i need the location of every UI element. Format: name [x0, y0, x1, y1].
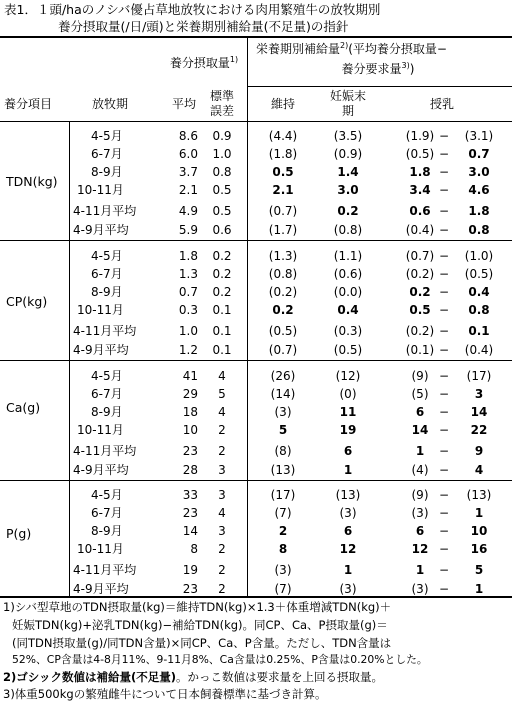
row-mean: 10 [182, 423, 198, 437]
row-mean: 33 [182, 488, 198, 502]
row-lactation-high: (1.0) [464, 249, 494, 263]
row-lactation-dash: − [438, 563, 450, 577]
row-se: 4 [218, 369, 226, 383]
row-mean: 23 [182, 582, 198, 596]
row-lactation-dash: − [438, 147, 450, 161]
header-se-line1: 標準 [209, 89, 235, 103]
row-lactation-low: (0.5) [405, 147, 435, 161]
header-item: 養分項目 [4, 97, 53, 111]
row-maintenance: 5 [278, 423, 288, 437]
row-lactation-low: (5) [411, 387, 429, 401]
table-title-line1: 表1．１頭/haのノシバ優占草地放牧における肉用繁殖牛の放牧期別 [4, 2, 381, 17]
row-lactation-low: (3) [411, 582, 429, 596]
row-mean: 3.7 [178, 165, 198, 179]
row-lactation-low: 0.5 [409, 303, 431, 317]
row-lactation-dash: − [438, 488, 450, 502]
row-se: 0.6 [212, 223, 232, 237]
footnote-3: 3)体重500kgの繁殖雌牛について日本飼養標準に基づき計算。 [3, 687, 327, 701]
row-maintenance: 0.2 [272, 303, 294, 317]
row-mean: 29 [182, 387, 198, 401]
row-se: 1.0 [212, 147, 232, 161]
row-mean: 23 [182, 444, 198, 458]
footnote-1-line2: 妊娠TDN(kg)+泌乳TDN(kg)−補給TDN(kg)。同CP、Ca、P摂取量(g)＝ [12, 618, 388, 632]
row-pregnancy: (3) [339, 582, 357, 596]
row-mean: 8 [190, 542, 198, 556]
row-se: 2 [218, 563, 226, 577]
row-se: 4 [218, 506, 226, 520]
row-maintenance: (0.7) [268, 343, 298, 357]
row-pregnancy: 6 [343, 444, 353, 458]
row-lactation-high: 14 [470, 405, 488, 419]
row-lactation-high: 10 [470, 524, 488, 538]
row-lactation-high: 4.6 [468, 183, 490, 197]
row-lactation-dash: − [438, 285, 450, 299]
row-lactation-low: 6 [415, 524, 425, 538]
row-lactation-high: (13) [466, 488, 492, 502]
row-lactation-low: (1.9) [405, 129, 435, 143]
row-mean: 0.3 [178, 303, 198, 317]
row-se: 2 [218, 423, 226, 437]
row-mean: 5.9 [178, 223, 198, 237]
row-period: 10-11月 [77, 183, 124, 197]
row-pregnancy: 1.4 [337, 165, 359, 179]
row-se: 2 [218, 582, 226, 596]
row-lactation-high: 1 [474, 582, 484, 596]
row-mean: 19 [182, 563, 198, 577]
row-lactation-low: 0.2 [409, 285, 431, 299]
row-period: 4-9月平均 [73, 463, 129, 477]
row-se: 3 [218, 488, 226, 502]
rule-group-tdn-bottom [0, 240, 512, 241]
row-lactation-dash: − [438, 204, 450, 218]
group-item-label: P(g) [6, 526, 32, 541]
row-mean: 0.7 [178, 285, 198, 299]
row-pregnancy: 1 [343, 563, 353, 577]
row-lactation-high: 22 [470, 423, 488, 437]
row-pregnancy: (3) [339, 506, 357, 520]
header-supply-group-line1: 栄養期別補給量$^{2)}$(平均養分摂取量− [256, 41, 447, 56]
rule-group-ca-bottom [0, 480, 512, 481]
row-lactation-high: (0.5) [464, 267, 494, 281]
row-lactation-low: 6 [415, 405, 425, 419]
row-lactation-dash: − [438, 506, 450, 520]
row-lactation-dash: − [438, 369, 450, 383]
header-intake-group: 養分摂取量$^{1)}$ [169, 55, 239, 70]
rule-table-bottom [0, 596, 512, 598]
row-lactation-low: (0.2) [405, 267, 435, 281]
row-lactation-low: (0.4) [405, 223, 435, 237]
row-period: 6-7月 [91, 147, 123, 161]
row-pregnancy: (0.9) [333, 147, 363, 161]
row-lactation-dash: − [438, 343, 450, 357]
row-maintenance: (1.8) [268, 147, 298, 161]
row-lactation-dash: − [438, 249, 450, 263]
header-supply-group-line2: 養分要求量$^{3)}$) [341, 61, 415, 76]
row-se: 0.5 [212, 204, 232, 218]
row-maintenance: (13) [270, 463, 296, 477]
row-se: 2 [218, 542, 226, 556]
row-lactation-low: (3) [411, 506, 429, 520]
row-lactation-high: 9 [474, 444, 484, 458]
row-pregnancy: (0.6) [333, 267, 363, 281]
row-lactation-dash: − [438, 165, 450, 179]
row-lactation-low: 0.6 [409, 204, 431, 218]
header-pregnancy-line2: 期 [341, 104, 355, 118]
header-lactation: 授乳 [429, 97, 455, 111]
row-lactation-dash: − [438, 223, 450, 237]
row-mean: 23 [182, 506, 198, 520]
row-mean: 4.9 [178, 204, 198, 218]
row-pregnancy: (0.0) [333, 285, 363, 299]
row-lactation-dash: − [438, 582, 450, 596]
row-se: 0.2 [212, 285, 232, 299]
row-lactation-low: 3.4 [409, 183, 431, 197]
row-lactation-low: (0.2) [405, 324, 435, 338]
row-maintenance: (0.2) [268, 285, 298, 299]
row-lactation-high: (3.1) [464, 129, 494, 143]
row-maintenance: (17) [270, 488, 296, 502]
row-maintenance: (1.7) [268, 223, 298, 237]
row-mean: 1.8 [178, 249, 198, 263]
row-mean: 28 [182, 463, 198, 477]
row-pregnancy: (13) [335, 488, 361, 502]
row-lactation-high: 5 [474, 563, 484, 577]
row-se: 0.2 [212, 267, 232, 281]
footnote-1-line4: 52%、CP含量は4-8月11%、9-11月8%、Ca含量は0.25%、P含量は0.20%とした。 [12, 653, 428, 666]
row-maintenance: (3) [274, 563, 292, 577]
row-lactation-dash: − [438, 267, 450, 281]
row-period: 4-5月 [91, 129, 123, 143]
header-period: 放牧期 [91, 97, 129, 111]
row-lactation-low: (9) [411, 369, 429, 383]
row-period: 8-9月 [91, 405, 123, 419]
row-lactation-high: 1.8 [468, 204, 490, 218]
row-se: 0.8 [212, 165, 232, 179]
row-mean: 14 [182, 524, 198, 538]
row-se: 2 [218, 444, 226, 458]
row-maintenance: (7) [274, 506, 292, 520]
row-pregnancy: (0) [339, 387, 357, 401]
row-lactation-low: 14 [411, 423, 429, 437]
row-pregnancy: (12) [335, 369, 361, 383]
row-lactation-high: 0.4 [468, 285, 490, 299]
row-se: 0.1 [212, 343, 232, 357]
row-lactation-low: (0.7) [405, 249, 435, 263]
row-maintenance: (0.8) [268, 267, 298, 281]
row-mean: 1.2 [178, 343, 198, 357]
row-lactation-low: 1 [415, 563, 425, 577]
row-period: 4-9月平均 [73, 582, 129, 596]
row-lactation-high: 0.8 [468, 223, 490, 237]
row-se: 3 [218, 463, 226, 477]
group-item-label: CP(kg) [6, 294, 48, 309]
rule-group-cp-bottom [0, 360, 512, 361]
row-pregnancy: 11 [339, 405, 357, 419]
row-maintenance: (8) [274, 444, 292, 458]
row-pregnancy: 1 [343, 463, 353, 477]
row-period: 10-11月 [77, 423, 124, 437]
row-period: 4-5月 [91, 369, 123, 383]
row-period: 6-7月 [91, 387, 123, 401]
row-lactation-low: (0.1) [405, 343, 435, 357]
row-maintenance: (14) [270, 387, 296, 401]
row-se: 5 [218, 387, 226, 401]
row-period: 6-7月 [91, 506, 123, 520]
row-se: 3 [218, 524, 226, 538]
row-period: 4-9月平均 [73, 223, 129, 237]
row-maintenance: (7) [274, 582, 292, 596]
row-lactation-high: (0.4) [464, 343, 494, 357]
row-lactation-dash: − [438, 444, 450, 458]
group-item-label: TDN(kg) [6, 174, 58, 189]
row-mean: 8.6 [178, 129, 198, 143]
row-pregnancy: (0.5) [333, 343, 363, 357]
row-se: 4 [218, 405, 226, 419]
footnote-1-line3: (同TDN摂取量(g)/同TDN含量)×同CP、Ca、P含量。ただし、TDN含量は [12, 636, 392, 650]
row-se: 0.1 [212, 303, 232, 317]
row-pregnancy: 6 [343, 524, 353, 538]
row-pregnancy: 12 [339, 542, 357, 556]
row-lactation-high: (17) [466, 369, 492, 383]
rule-top [0, 36, 512, 38]
row-period: 4-11月平均 [73, 444, 137, 458]
row-period: 6-7月 [91, 267, 123, 281]
row-maintenance: (0.7) [268, 204, 298, 218]
row-period: 8-9月 [91, 285, 123, 299]
row-lactation-dash: − [438, 423, 450, 437]
row-lactation-high: 1 [474, 506, 484, 520]
row-lactation-high: 16 [470, 542, 488, 556]
row-pregnancy: (0.3) [333, 324, 363, 338]
row-period: 4-11月平均 [73, 324, 137, 338]
row-period: 4-5月 [91, 249, 123, 263]
footnote-2 [3, 672, 383, 684]
row-lactation-dash: − [438, 463, 450, 477]
row-pregnancy: (3.5) [333, 129, 363, 143]
row-lactation-dash: − [438, 129, 450, 143]
group-item-label: Ca(g) [6, 400, 41, 415]
row-lactation-high: 4 [474, 463, 484, 477]
row-maintenance: (1.3) [268, 249, 298, 263]
header-se-line2: 誤差 [209, 104, 235, 118]
row-lactation-dash: − [438, 542, 450, 556]
footnote-2-bold: 2)ゴシック数値は補給量(不足量) [3, 670, 177, 684]
row-period: 8-9月 [91, 165, 123, 179]
row-lactation-dash: − [438, 183, 450, 197]
header-pregnancy-line1: 妊娠末 [329, 89, 367, 103]
row-lactation-low: 1.8 [409, 165, 431, 179]
row-lactation-dash: − [438, 387, 450, 401]
row-se: 0.9 [212, 129, 232, 143]
row-pregnancy: 0.4 [337, 303, 359, 317]
row-lactation-dash: − [438, 324, 450, 338]
row-pregnancy: (1.1) [333, 249, 363, 263]
rule-header-bottom [0, 121, 512, 122]
row-pregnancy: (0.8) [333, 223, 363, 237]
footnote-1-line1: 1)シバ型草地のTDN摂取量(kg)＝維持TDN(kg)×1.3＋体重増減TDN(kg)＋ [3, 600, 392, 614]
row-period: 4-9月平均 [73, 343, 129, 357]
row-maintenance: (0.5) [268, 324, 298, 338]
vrule-item [69, 121, 70, 596]
row-lactation-low: (9) [411, 488, 429, 502]
row-lactation-dash: − [438, 303, 450, 317]
row-se: 0.2 [212, 249, 232, 263]
row-period: 4-5月 [91, 488, 123, 502]
row-maintenance: 2 [278, 524, 288, 538]
row-maintenance: 0.5 [272, 165, 294, 179]
row-lactation-high: 0.1 [468, 324, 490, 338]
row-mean: 6.0 [178, 147, 198, 161]
row-period: 10-11月 [77, 303, 124, 317]
header-mean: 平均 [171, 97, 197, 111]
row-maintenance: (3) [274, 405, 292, 419]
row-maintenance: (26) [270, 369, 296, 383]
row-mean: 41 [182, 369, 198, 383]
row-period: 8-9月 [91, 524, 123, 538]
row-mean: 2.1 [178, 183, 198, 197]
row-period: 4-11月平均 [73, 563, 137, 577]
row-lactation-high: 3 [474, 387, 484, 401]
row-lactation-low: (4) [411, 463, 429, 477]
row-period: 4-11月平均 [73, 204, 137, 218]
row-period: 10-11月 [77, 542, 124, 556]
row-lactation-dash: − [438, 405, 450, 419]
row-pregnancy: 19 [339, 423, 357, 437]
row-pregnancy: 3.0 [337, 183, 359, 197]
table-title-line2: 養分摂取量(/日/頭)と栄養期別補給量(不足量)の指針 [58, 19, 349, 34]
row-lactation-high: 3.0 [468, 165, 490, 179]
row-lactation-dash: − [438, 524, 450, 538]
row-lactation-high: 0.7 [468, 147, 490, 161]
row-lactation-high: 0.8 [468, 303, 490, 317]
row-mean: 1.0 [178, 324, 198, 338]
row-se: 0.5 [212, 183, 232, 197]
row-maintenance: 2.1 [272, 183, 294, 197]
rule-supply-subheader [247, 86, 512, 87]
footnote-2-rest: 。かっこ数値は要求量を上回る摂取量。 [176, 670, 384, 684]
row-pregnancy: 0.2 [337, 204, 359, 218]
header-maintenance: 維持 [270, 97, 296, 111]
row-lactation-low: 12 [411, 542, 429, 556]
row-mean: 1.3 [178, 267, 198, 281]
row-mean: 18 [182, 405, 198, 419]
row-maintenance: (4.4) [268, 129, 298, 143]
vrule-intake-supply [247, 37, 248, 596]
row-maintenance: 8 [278, 542, 288, 556]
row-lactation-low: 1 [415, 444, 425, 458]
row-se: 0.1 [212, 324, 232, 338]
